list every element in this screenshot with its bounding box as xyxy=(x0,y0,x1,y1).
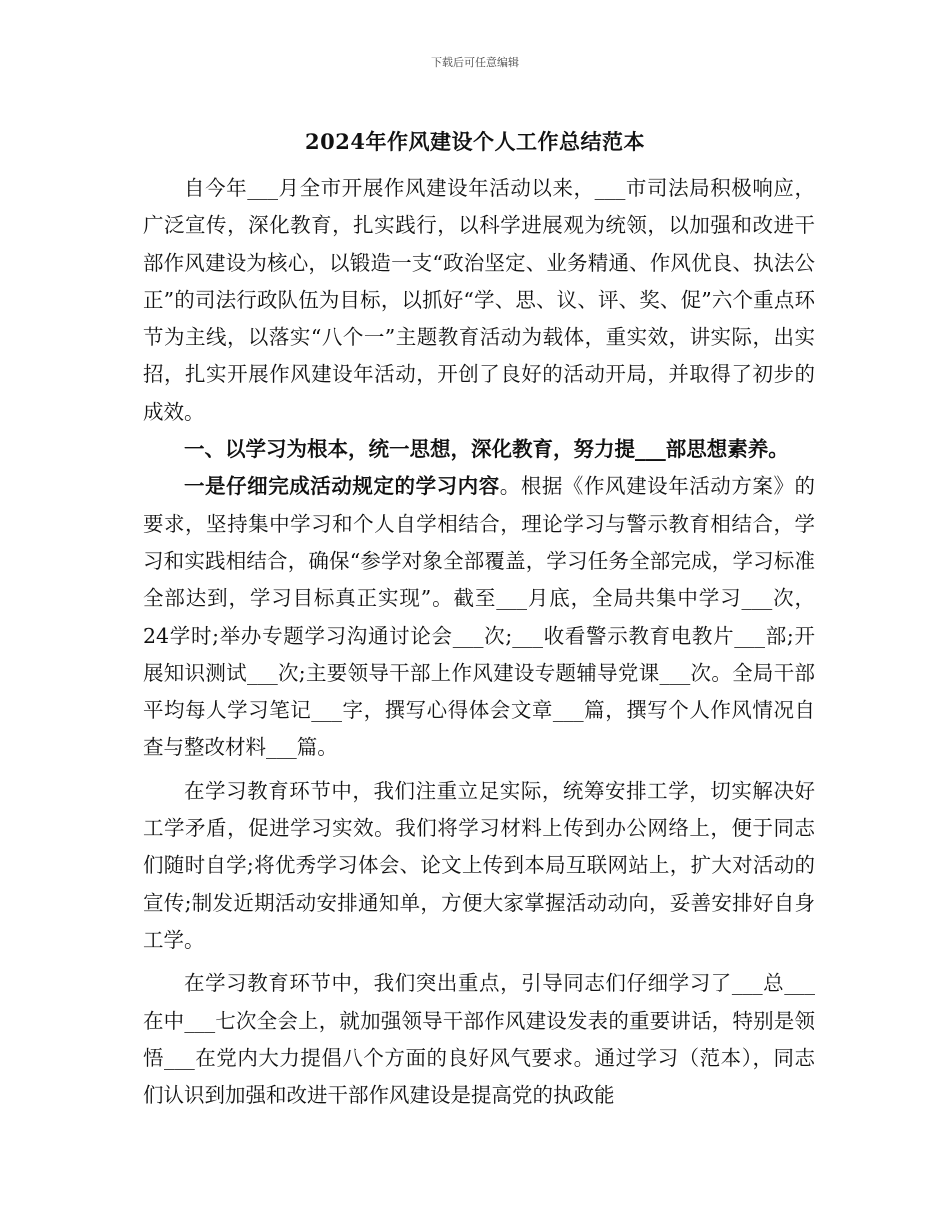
document-title: 2024年作风建设个人工作总结范本 xyxy=(305,129,645,154)
study-arrangement-paragraph: 在学习教育环节中，我们注重立足实际，统筹安排工学，切实解决好工学矛盾，促进学习实效。我们将学习材料上传到办公网络上，便于同志们随时自学;将优秀学习体会、论文上传到本局互联网站上，扩大对活动的宣传;制发近期活动安排通知单，方便大家掌握活动动向，妥善安排好自身工学。 xyxy=(143,778,815,952)
point-one-paragraph xyxy=(143,468,815,766)
section-heading: 一、以学习为根本，统一思想，深化教育，努力提___部思想素养。 xyxy=(184,437,789,462)
point-one-body: 。根据《作风建设年活动方案》的要求，坚持集中学习和个人自学相结合，理论学习与警示教育相结合，学习和实践相结合，确保“参学对象全部覆盖，学习任务全部完成，学习标准全部达到，学习目标真正实现”。截至___月底，全局共集中学习___次，24学时;举办专题学习沟通讨论会___次;___收看警示教育电教片___部;开展知识测试___次;主要领导干部上作风建设专题辅导党课___次。全局干部平均每人学习笔记___字，撰写心得体会文章___篇，撰写个人作风情况自查与整改材料___篇。 xyxy=(143,474,816,760)
study-focus-paragraph: 在学习教育环节中，我们突出重点，引导同志们仔细学习了___总___在中___七次全会上，就加强领导干部作风建设发表的重要讲话，特别是领悟___在党内大力提倡八个方面的良好风气要求。通过学习（范本），同志们认识到加强和改进干部作风建设是提高党的执政能 xyxy=(143,971,815,1108)
point-one-lead: 一是仔细完成活动规定的学习内容 xyxy=(184,474,500,499)
intro-paragraph: 自今年___月全市开展作风建设年活动以来，___市司法局积极响应，广泛宣传，深化教育，扎实践行，以科学进展观为统领，以加强和改进干部作风建设为核心，以锻造一支“政治坚定、业务精通、作风优良、执法公正”的司法行政队伍为目标，以抓好“学、思、议、评、奖、促”六个重点环节为主线，以落实“八个一”主题教育活动为载体，重实效，讲实际，出实招，扎实开展作风建设年活动，开创了良好的活动开局，并取得了初步的成效。 xyxy=(143,176,815,424)
header-note: 下载后可任意编辑 xyxy=(431,56,519,69)
document-body xyxy=(143,170,815,1114)
